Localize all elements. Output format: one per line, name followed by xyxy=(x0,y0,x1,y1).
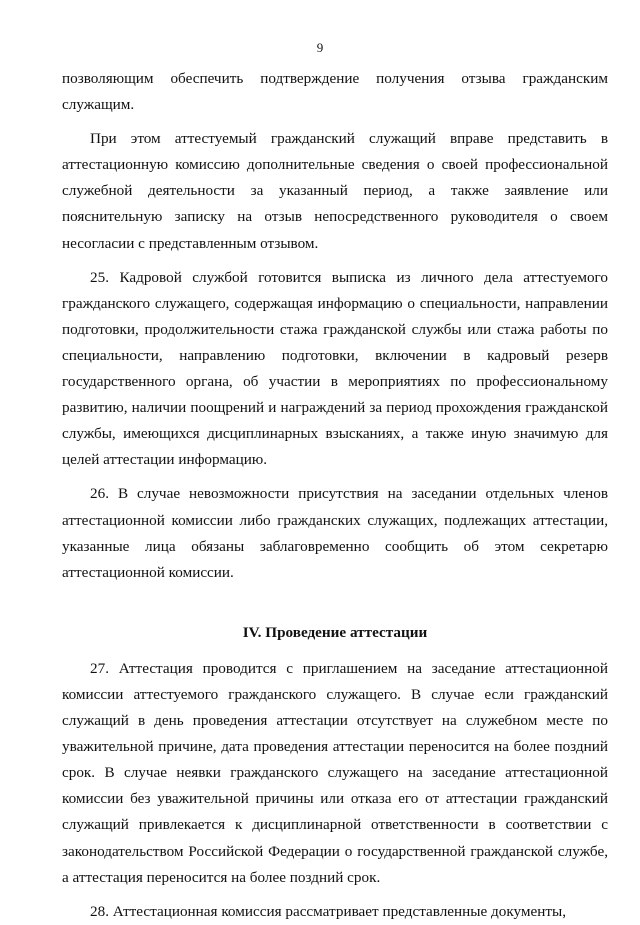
page-number: 9 xyxy=(316,40,324,55)
paragraph-27: 27. Аттестация проводится с приглашением на заседание аттестационной комиссии аттестуемого гражданского служащего. В случае если гражданский служащий в день проведения аттестации отсутствует на служебном месте по уважительной причине, дата проведения аттестации переносится на более поздний срок. В случае неявки гражданского служащего на заседание аттестационной комиссии без уважительной причины или отказа его от аттестации гражданский служащий привлекается к дисциплинарной ответственности в соответствии с законодательством Российской Федерации о государственной гражданской службе, а аттестация переносится на более поздний срок. xyxy=(62,659,608,886)
paragraph-26: 26. В случае невозможности присутствия на заседании отдельных членов аттестационной комиссии либо гражданских служащих, подлежащих аттестации, указанные лица обязаны заблаговременно сообщить об этом секретарю аттестационной комиссии. xyxy=(62,485,608,581)
paragraph-28: 28. Аттестационная комиссия рассматривает представленные документы, xyxy=(90,902,567,920)
document-body xyxy=(62,66,608,925)
paragraph-right-to-submit: При этом аттестуемый гражданский служащий вправе представить в аттестационную комиссию дополнительные сведения о своей профессиональной служебной деятельности за указанный период, а также заявление или пояснительную записку на отзыв непосредственного руководителя о своем несогласии с представленным отзывом. xyxy=(62,130,608,252)
paragraph-continuation: позволяющим обеспечить подтверждение получения отзыва гражданским служащим. xyxy=(62,70,608,114)
section-heading: IV. Проведение аттестации xyxy=(242,623,428,641)
paragraph-25: 25. Кадровой службой готовится выписка из личного дела аттестуемого гражданского служащего, содержащая информацию о специальности, направлении подготовки, продолжительности стажа гражданской службы или стажа работы по специальности, направлению подготовки, включении в кадровый резерв государственного органа, об участии в мероприятиях по профессиональному развитию, наличии поощрений и награждений за период прохождения гражданской службы, имеющихся дисциплинарных взысканиях, а также иную значимую для целей аттестации информацию. xyxy=(62,268,608,469)
